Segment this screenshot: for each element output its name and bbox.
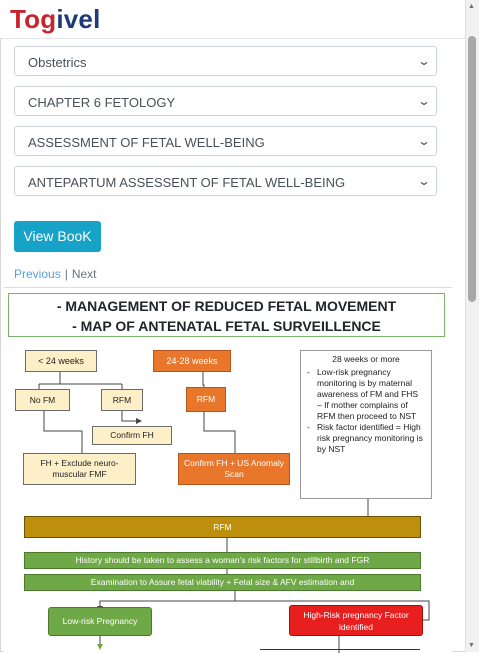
low-risk-box: Low-risk Pregnancy	[48, 607, 152, 636]
confirm-fh-us-box: Confirm FH + US Anomaly Scan	[178, 453, 290, 485]
fh-exclude-box: FH + Exclude neuro-muscular FMF	[23, 453, 136, 485]
scroll-thumb[interactable]	[468, 36, 476, 302]
topic-select-value: ASSESSMENT OF FETAL WELL-BEING	[28, 135, 265, 150]
book-page-image	[4, 287, 452, 653]
rfm-bar: RFM	[24, 516, 421, 538]
topic-select[interactable]	[14, 126, 437, 156]
previous-link[interactable]: Previous	[14, 267, 61, 281]
pager-separator: |	[64, 267, 68, 281]
pager	[14, 267, 97, 281]
subtopic-select[interactable]	[14, 166, 437, 196]
high-risk-box: High-Risk pregnancy Factor identified	[289, 605, 423, 636]
weeks-28-bullet-2-text: Risk factor identified = High risk pregnancy monitoring is by NST	[317, 422, 423, 454]
logo-text-blue: ivel	[56, 4, 101, 34]
chevron-down-icon: ⌄	[417, 54, 431, 68]
history-bar: History should be taken to assess a woman’s risk factors for stillbirth and FGR	[24, 552, 421, 569]
scroll-up-arrow-icon[interactable]: ▲	[468, 3, 475, 10]
no-fm-box: No FM	[15, 389, 70, 411]
view-book-button[interactable]: View BooK	[14, 221, 101, 252]
rfm-box-lt24: RFM	[101, 389, 143, 411]
flowchart-title-line2: - MAP OF ANTENATAL FETAL SURVEILLENCE	[72, 318, 381, 334]
weeks-24-28-box: 24-28 weeks	[153, 350, 231, 372]
subject-select[interactable]	[14, 46, 437, 76]
lt24-weeks-box: < 24 weeks	[25, 350, 97, 372]
weeks-28-title: 28 weeks or more	[332, 354, 400, 364]
togivel-logo[interactable]	[10, 4, 101, 35]
scroll-down-arrow-icon[interactable]: ▼	[468, 642, 475, 649]
weeks-28-bullet-2: - Risk factor identified = High risk pregnancy monitoring is by NST	[307, 422, 425, 455]
chapter-select-value: CHAPTER 6 FETOLOGY	[28, 95, 176, 110]
rfm-box-24-28: RFM	[186, 387, 226, 412]
subject-select-value: Obstetrics	[28, 55, 87, 70]
examination-bar: Examination to Assure fetal viability + Fetal size & AFV estimation and	[24, 574, 421, 591]
next-link[interactable]: Next	[71, 267, 97, 281]
weeks-28-plus-box	[300, 350, 432, 499]
chevron-down-icon: ⌄	[417, 134, 431, 148]
subtopic-select-value: ANTEPARTUM ASSESSENT OF FETAL WELL-BEING	[28, 175, 346, 190]
vertical-scrollbar[interactable]	[465, 0, 479, 652]
flowchart-title-line1: - MANAGEMENT OF REDUCED FETAL MOVEMENT	[56, 298, 397, 314]
chevron-down-icon: ⌄	[417, 174, 431, 188]
confirm-fh-box: Confirm FH	[92, 426, 172, 445]
chapter-select[interactable]	[14, 86, 437, 116]
chevron-down-icon: ⌄	[417, 94, 431, 108]
site-header	[0, 0, 466, 39]
weeks-28-bullet-1-text: Low-risk pregnancy monitoring is by maternal awareness of FM and FHS – If mother complains of RFM then proceed to NST	[317, 367, 419, 421]
logo-text-red: Tog	[10, 4, 57, 34]
weeks-28-bullet-1: - Low-risk pregnancy monitoring is by maternal awareness of FM and FHS – If mother complains of RFM then proceed to NST	[307, 367, 425, 422]
